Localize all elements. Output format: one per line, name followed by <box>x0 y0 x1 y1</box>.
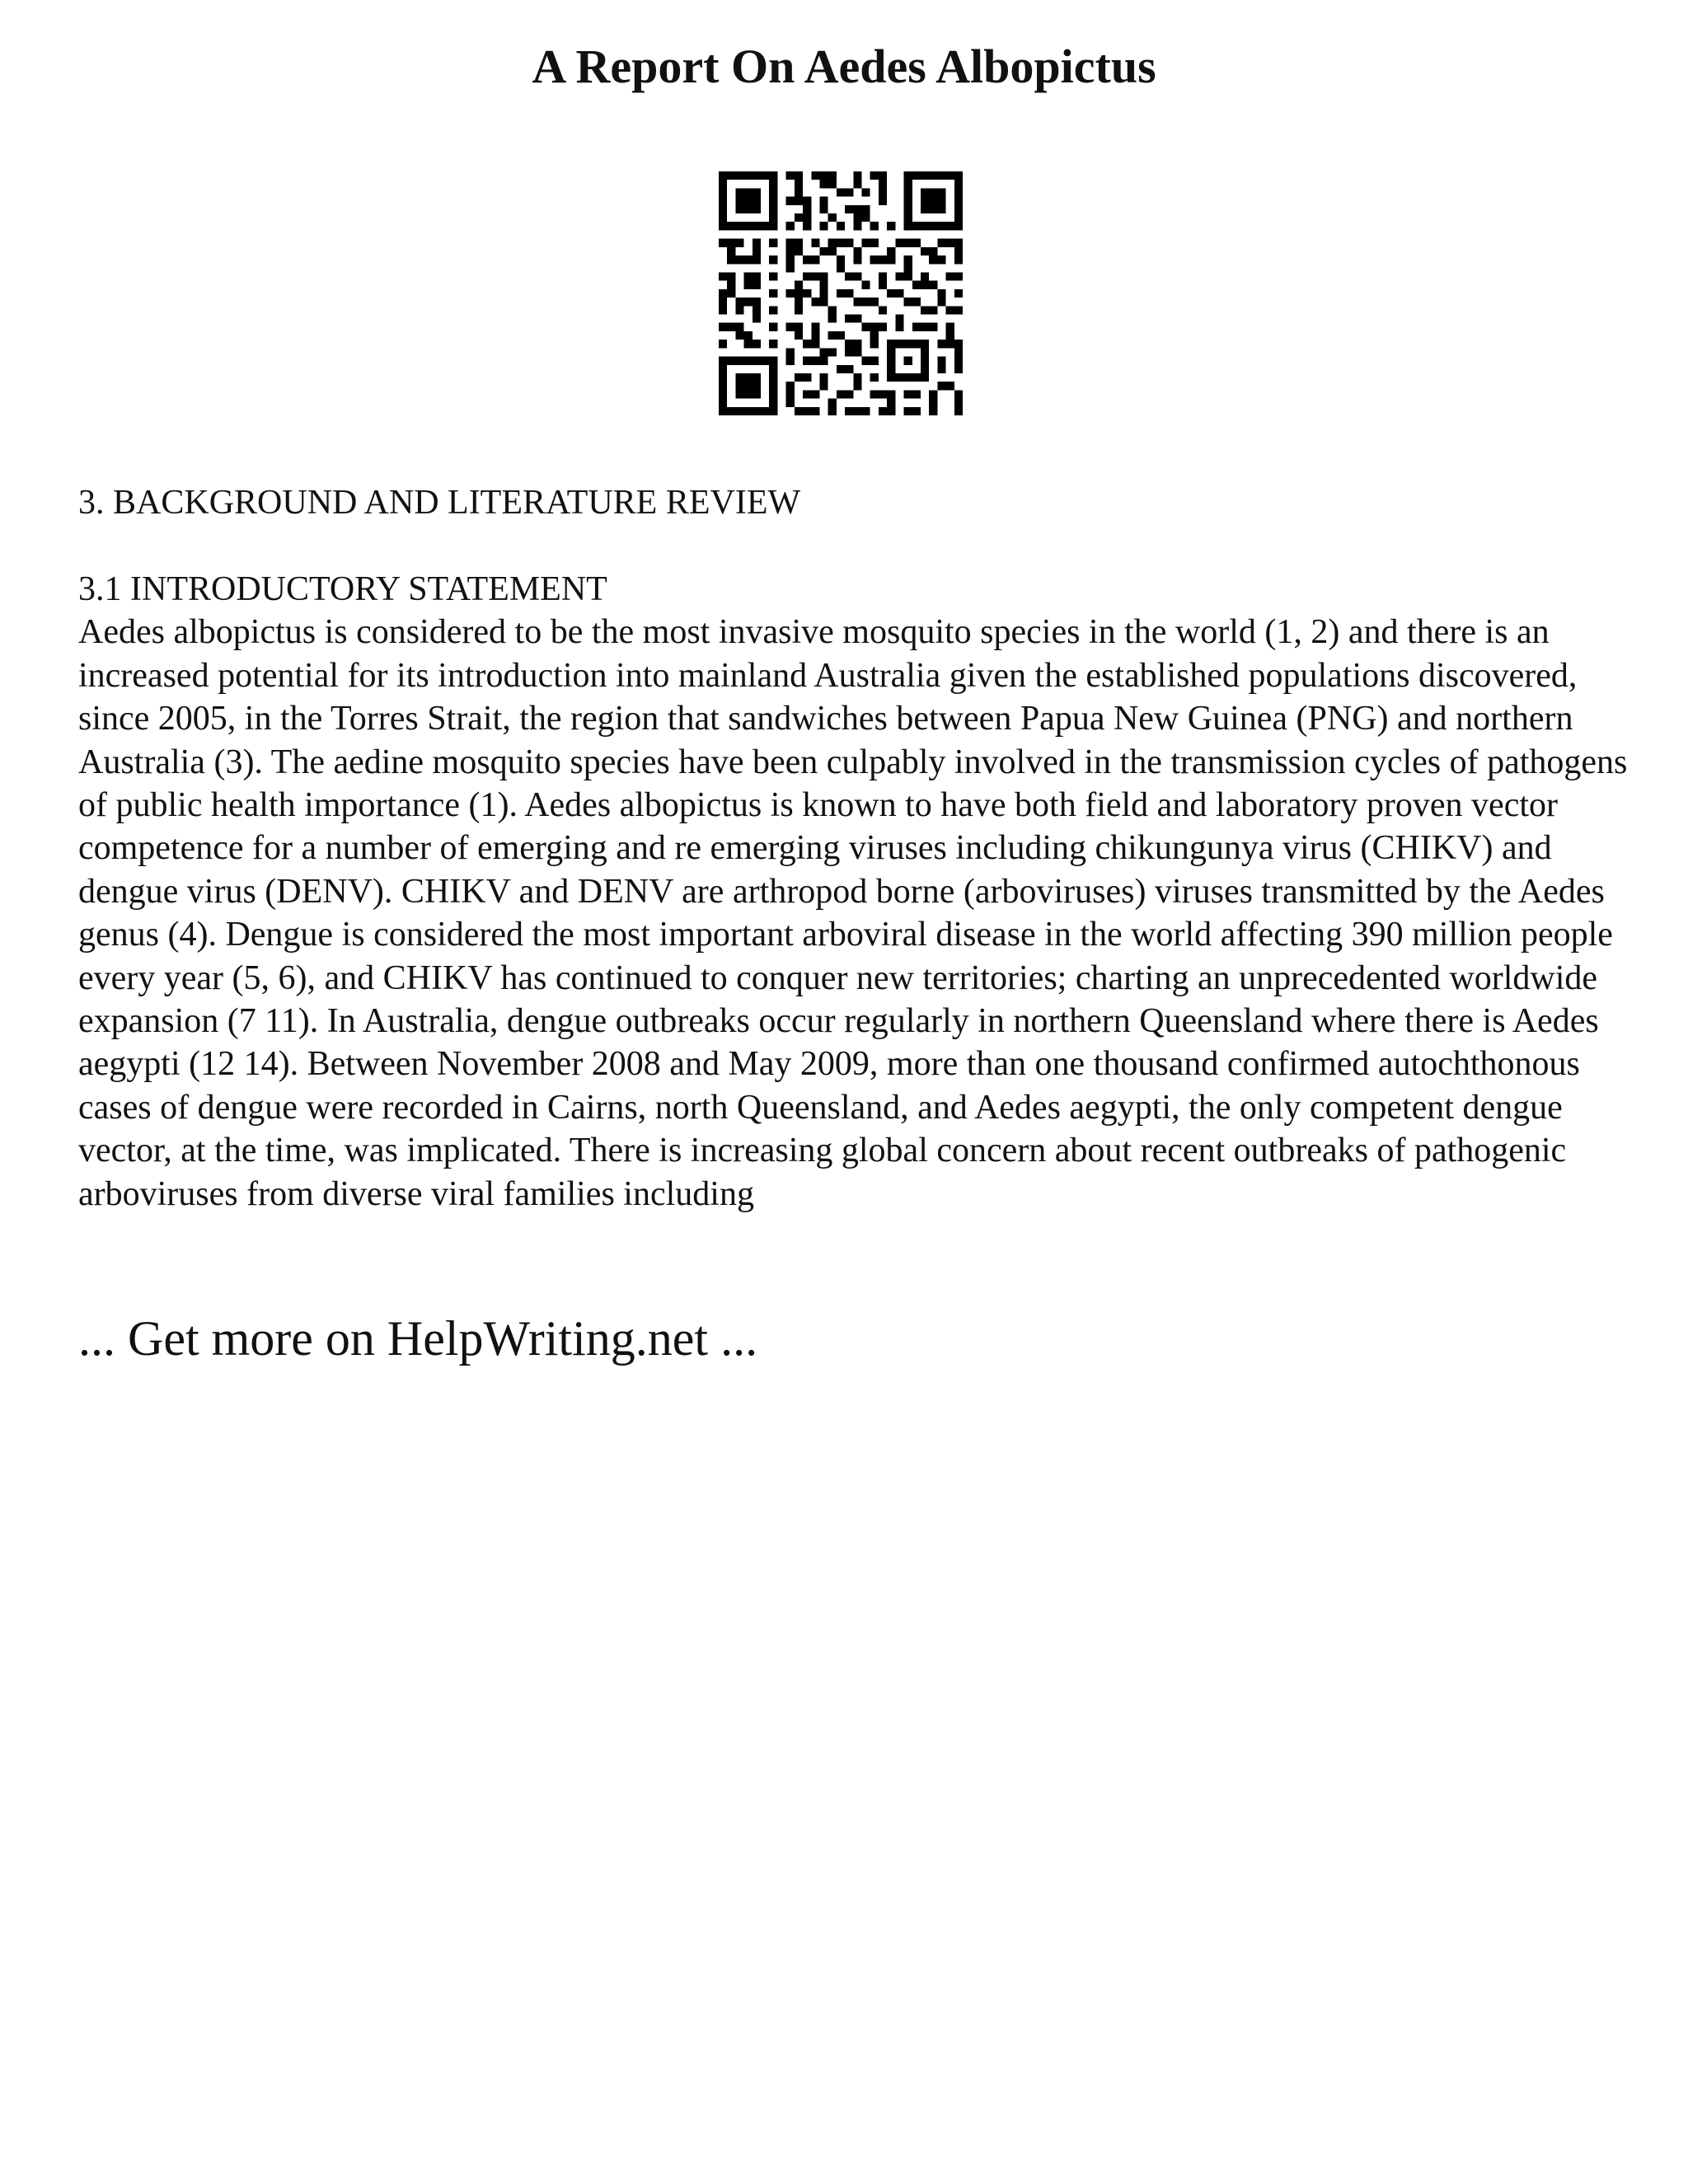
body-paragraph: Aedes albopictus is considered to be the most invasive mosquito species in the world (1, 2) and there is an increased potential for its introduction into mainland Australia given the established populations discovered, since 2005, in the Torres Strait, the region that sandwiches between Papua New Guinea (PNG) and northern Australia (3). The aedine mosquito species have been culpably involved in the transmission cycles of pathogens of public health importance (1). Aedes albopictus is known to have both field and laboratory proven vector competence for a number of emerging and re emerging viruses including chikungunya virus (CHIKV) and dengue virus (DENV). CHIKV and DENV are arthropod borne (arboviruses) viruses transmitted by the Aedes genus (4). Dengue is considered the most important arboviral disease in the world affecting 390 million people every year (5, 6), and CHIKV has continued to conquer new territories; charting an unprecedented worldwide expansion (7 11). In Australia, dengue outbreaks occur regularly in northern Queensland where there is Aedes aegypti (12 14). Between November 2008 and May 2009, more than one thousand confirmed autochthonous cases of dengue were recorded in Cairns, north Queensland, and Aedes aegypti, the only competent dengue vector, at the time, was implicated. There is increasing global concern about recent outbreaks of pathogenic arboviruses from diverse viral families including <box>78 613 1628 1213</box>
get-more-link[interactable]: ... Get more on HelpWriting.net ... <box>78 1311 758 1366</box>
section-heading: 3. BACKGROUND AND LITERATURE REVIEW <box>78 484 801 522</box>
subsection-heading: 3.1 INTRODUCTORY STATEMENT <box>78 570 607 608</box>
section-body <box>78 568 1628 1216</box>
qr-code-icon <box>719 171 963 415</box>
document-title: A Report On Aedes Albopictus <box>532 40 1156 93</box>
